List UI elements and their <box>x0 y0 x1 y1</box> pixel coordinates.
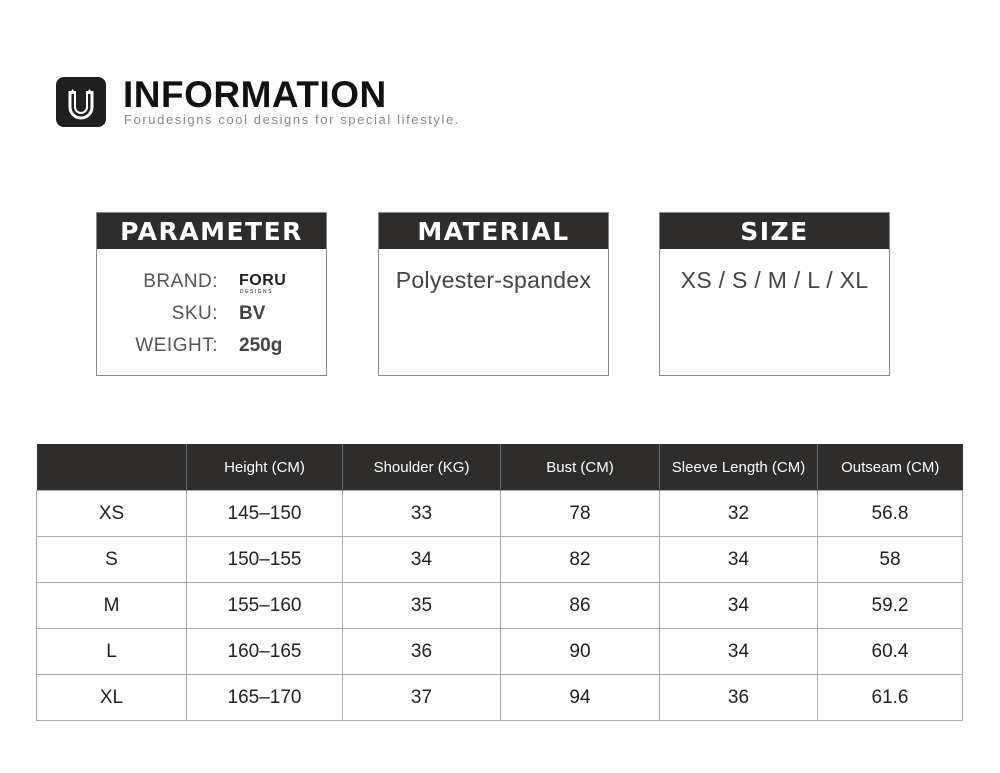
table-cell: 34 <box>660 629 818 675</box>
size-box <box>659 212 890 376</box>
brand-label: BRAND: <box>143 271 218 292</box>
brand-logo-subtext: DESIGNS <box>240 289 274 295</box>
table-cell: 34 <box>660 537 818 583</box>
table-cell: 61.6 <box>818 675 963 721</box>
table-cell: 60.4 <box>818 629 963 675</box>
column-header <box>37 444 187 491</box>
table-cell: L <box>37 629 187 675</box>
brand-logo-text: FORU <box>239 272 287 289</box>
table-cell: 37 <box>343 675 501 721</box>
table-cell: 160–165 <box>187 629 343 675</box>
table-cell: 33 <box>343 491 501 537</box>
table-row <box>37 583 963 629</box>
table-cell: 94 <box>501 675 660 721</box>
table-cell: M <box>37 583 187 629</box>
table-row <box>37 537 963 583</box>
table-cell: 86 <box>501 583 660 629</box>
size-heading: SIZE <box>660 213 889 249</box>
table-cell: 82 <box>501 537 660 583</box>
table-cell: XL <box>37 675 187 721</box>
sku-row <box>97 303 326 327</box>
table-cell: 165–170 <box>187 675 343 721</box>
table-header-row <box>37 444 963 491</box>
column-header: Bust (CM) <box>501 444 660 491</box>
sku-value: BV <box>239 303 266 324</box>
material-heading: MATERIAL <box>379 213 608 249</box>
parameter-heading: PARAMETER <box>97 213 326 249</box>
tagline: Forudesigns cool designs for special lifestyle. <box>124 112 461 127</box>
brand-logo <box>239 273 286 295</box>
material-box <box>378 212 609 376</box>
table-cell: 34 <box>660 583 818 629</box>
weight-label: WEIGHT: <box>135 335 218 356</box>
table-cell: 35 <box>343 583 501 629</box>
table-cell: 78 <box>501 491 660 537</box>
column-header: Shoulder (KG) <box>343 444 501 491</box>
parameter-box <box>96 212 327 376</box>
table-cell: 150–155 <box>187 537 343 583</box>
table-cell: XS <box>37 491 187 537</box>
weight-row <box>97 335 326 359</box>
material-value: Polyester-spandex <box>395 267 592 293</box>
table-row <box>37 491 963 537</box>
table-cell: 59.2 <box>818 583 963 629</box>
table-cell: 145–150 <box>187 491 343 537</box>
table-cell: 36 <box>343 629 501 675</box>
table-cell: 34 <box>343 537 501 583</box>
table-row <box>37 629 963 675</box>
table-cell: 32 <box>660 491 818 537</box>
sku-label: SKU: <box>171 303 218 324</box>
page-title: INFORMATION <box>123 74 387 115</box>
column-header: Sleeve Length (CM) <box>660 444 818 491</box>
brand-row <box>97 271 326 295</box>
weight-value: 250g <box>239 335 283 356</box>
size-chart-table <box>36 444 963 721</box>
u-magnet-logo-icon <box>56 77 106 127</box>
table-cell: 155–160 <box>187 583 343 629</box>
table-cell: 36 <box>660 675 818 721</box>
size-value: XS / S / M / L / XL <box>680 267 869 293</box>
table-row <box>37 675 963 721</box>
column-header: Height (CM) <box>187 444 343 491</box>
column-header: Outseam (CM) <box>818 444 963 491</box>
table-cell: S <box>37 537 187 583</box>
table-cell: 58 <box>818 537 963 583</box>
table-cell: 56.8 <box>818 491 963 537</box>
table-cell: 90 <box>501 629 660 675</box>
